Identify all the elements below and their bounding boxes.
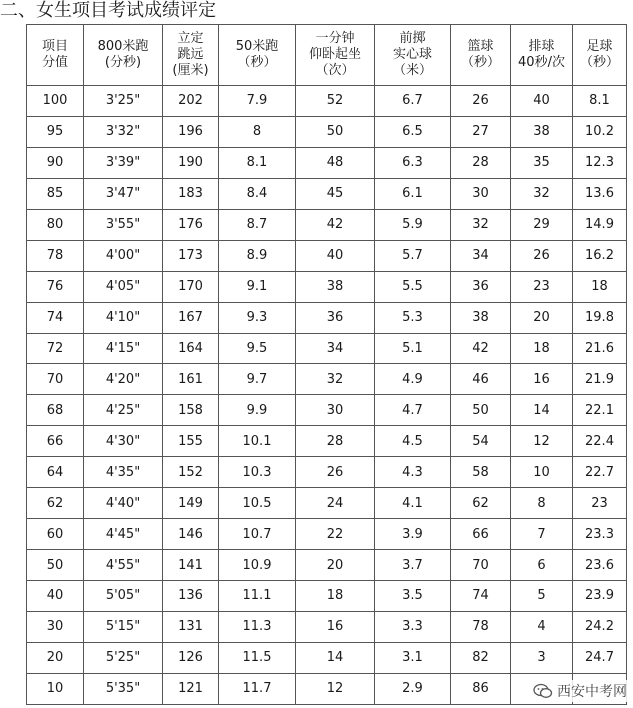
table-cell: 4.5 <box>375 426 451 457</box>
table-cell: 149 <box>163 488 219 519</box>
table-cell: 4'45" <box>84 519 163 550</box>
table-cell: 30 <box>27 611 84 642</box>
table-row <box>27 611 627 642</box>
table-cell: 10.7 <box>219 519 296 550</box>
table-cell: 4.3 <box>375 457 451 488</box>
table-cell: 8 <box>219 116 296 147</box>
table-cell: 16 <box>296 611 375 642</box>
table-cell: 76 <box>27 271 84 302</box>
table-cell: 146 <box>163 519 219 550</box>
table-row <box>27 395 627 426</box>
table-cell: 86 <box>451 673 511 704</box>
table-cell: 40 <box>511 86 573 117</box>
table-row <box>27 209 627 240</box>
table-cell: 155 <box>163 426 219 457</box>
table-cell: 3'25" <box>84 86 163 117</box>
table-cell: 35 <box>511 147 573 178</box>
table-cell: 24.2 <box>573 611 627 642</box>
table-cell: 5.3 <box>375 302 451 333</box>
table-cell: 13.6 <box>573 178 627 209</box>
table-cell: 21.6 <box>573 333 627 364</box>
table-cell: 3'39" <box>84 147 163 178</box>
table-row <box>27 271 627 302</box>
table-row <box>27 550 627 581</box>
table-cell: 8.7 <box>219 209 296 240</box>
column-header: 项目 分值 <box>27 25 84 86</box>
table-cell: 50 <box>451 395 511 426</box>
table-row <box>27 364 627 395</box>
table-cell: 78 <box>27 240 84 271</box>
table-cell: 34 <box>296 333 375 364</box>
table-cell: 22.1 <box>573 395 627 426</box>
table-cell: 18 <box>573 271 627 302</box>
table-row <box>27 147 627 178</box>
table-cell: 21.9 <box>573 364 627 395</box>
table-cell: 27 <box>451 116 511 147</box>
table-row <box>27 488 627 519</box>
table-cell: 10.5 <box>219 488 296 519</box>
table-cell: 72 <box>27 333 84 364</box>
table-cell: 4'10" <box>84 302 163 333</box>
table-cell: 19.8 <box>573 302 627 333</box>
table-row <box>27 333 627 364</box>
table-cell: 8.4 <box>219 178 296 209</box>
table-cell: 4'05" <box>84 271 163 302</box>
table-cell: 12.3 <box>573 147 627 178</box>
table-cell: 85 <box>27 178 84 209</box>
table-cell: 23.6 <box>573 550 627 581</box>
table-cell: 22.4 <box>573 426 627 457</box>
table-cell: 7 <box>511 519 573 550</box>
table-cell: 8.9 <box>219 240 296 271</box>
table-cell: 66 <box>27 426 84 457</box>
column-header: 篮球 （秒） <box>451 25 511 86</box>
table-cell: 7.9 <box>219 86 296 117</box>
table-cell: 30 <box>296 395 375 426</box>
table-cell: 5.5 <box>375 271 451 302</box>
table-cell: 9.3 <box>219 302 296 333</box>
table-body <box>27 86 627 705</box>
table-cell: 26 <box>296 457 375 488</box>
table-cell: 90 <box>27 147 84 178</box>
scores-table <box>26 24 627 705</box>
table-cell: 60 <box>27 519 84 550</box>
table-cell: 4'25" <box>84 395 163 426</box>
table-cell: 3.9 <box>375 519 451 550</box>
table-cell: 12 <box>511 426 573 457</box>
table-cell: 6.5 <box>375 116 451 147</box>
table-cell: 74 <box>27 302 84 333</box>
table-cell: 22 <box>296 519 375 550</box>
table-cell: 52 <box>296 86 375 117</box>
table-cell: 12 <box>296 673 375 704</box>
table-cell: 196 <box>163 116 219 147</box>
table-cell: 3'47" <box>84 178 163 209</box>
table-row <box>27 581 627 612</box>
table-cell: 3.7 <box>375 550 451 581</box>
table-cell: 28 <box>451 147 511 178</box>
table-cell: 3'55" <box>84 209 163 240</box>
table-cell: 34 <box>451 240 511 271</box>
header-row <box>27 25 627 86</box>
table-cell: 3.1 <box>375 642 451 673</box>
table-cell: 10.1 <box>219 426 296 457</box>
table-cell: 3.3 <box>375 611 451 642</box>
table-cell: 10 <box>27 673 84 704</box>
table-cell: 4'20" <box>84 364 163 395</box>
column-header: 800米跑 (分秒) <box>84 25 163 86</box>
table-cell: 4'00" <box>84 240 163 271</box>
table-cell: 68 <box>27 395 84 426</box>
table-cell: 46 <box>451 364 511 395</box>
table-cell: 131 <box>163 611 219 642</box>
table-cell: 45 <box>296 178 375 209</box>
table-cell: 5 <box>511 581 573 612</box>
table-cell: 40 <box>27 581 84 612</box>
table-cell: 167 <box>163 302 219 333</box>
table-cell: 36 <box>296 302 375 333</box>
table-cell: 42 <box>296 209 375 240</box>
table-cell: 62 <box>451 488 511 519</box>
table-cell: 40 <box>296 240 375 271</box>
table-cell: 5'25" <box>84 642 163 673</box>
table-cell: 4.9 <box>375 364 451 395</box>
table-cell: 158 <box>163 395 219 426</box>
table-row <box>27 457 627 488</box>
table-cell: 23 <box>573 488 627 519</box>
table-cell: 14 <box>296 642 375 673</box>
table-cell: 5.7 <box>375 240 451 271</box>
table-cell: 16 <box>511 364 573 395</box>
table-cell: 202 <box>163 86 219 117</box>
table-cell: 11.7 <box>219 673 296 704</box>
table-cell: 82 <box>451 642 511 673</box>
table-cell: 78 <box>451 611 511 642</box>
watermark-text: 西安中考网 <box>557 684 627 700</box>
table-cell: 3.5 <box>375 581 451 612</box>
table-cell: 6.3 <box>375 147 451 178</box>
table-cell: 8.1 <box>573 86 627 117</box>
table-cell: 8 <box>511 488 573 519</box>
table-cell: 42 <box>451 333 511 364</box>
table-cell: 4'30" <box>84 426 163 457</box>
page-title: 二、女生项目考试成绩评定 <box>0 0 216 21</box>
table-cell: 24 <box>296 488 375 519</box>
table-cell: 136 <box>163 581 219 612</box>
table-cell: 58 <box>451 457 511 488</box>
watermark <box>531 680 629 702</box>
table-cell: 121 <box>163 673 219 704</box>
table-row <box>27 302 627 333</box>
table-cell: 20 <box>296 550 375 581</box>
table-cell: 152 <box>163 457 219 488</box>
table-row <box>27 86 627 117</box>
table-cell: 95 <box>27 116 84 147</box>
table-cell: 5'15" <box>84 611 163 642</box>
table-cell: 6.1 <box>375 178 451 209</box>
table-cell: 18 <box>511 333 573 364</box>
table-row <box>27 519 627 550</box>
table-cell: 14 <box>511 395 573 426</box>
table-cell: 11.1 <box>219 581 296 612</box>
table-cell: 38 <box>296 271 375 302</box>
column-header: 排球 40秒/次 <box>511 25 573 86</box>
table-cell: 32 <box>511 178 573 209</box>
table-cell: 32 <box>296 364 375 395</box>
table-cell: 74 <box>451 581 511 612</box>
table-cell: 38 <box>451 302 511 333</box>
table-cell: 164 <box>163 333 219 364</box>
column-header: 50米跑 （秒） <box>219 25 296 86</box>
table-cell: 8.1 <box>219 147 296 178</box>
table-row <box>27 426 627 457</box>
table-cell: 16.2 <box>573 240 627 271</box>
table-cell: 66 <box>451 519 511 550</box>
table-cell: 170 <box>163 271 219 302</box>
table-cell: 6.7 <box>375 86 451 117</box>
table-cell: 6 <box>511 550 573 581</box>
table-cell: 5.9 <box>375 209 451 240</box>
table-cell: 62 <box>27 488 84 519</box>
column-header: 足球 （秒） <box>573 25 627 86</box>
table-cell: 18 <box>296 581 375 612</box>
table-cell: 3 <box>511 642 573 673</box>
table-row <box>27 178 627 209</box>
table-cell: 38 <box>511 116 573 147</box>
table-cell: 32 <box>451 209 511 240</box>
table-cell: 23.3 <box>573 519 627 550</box>
column-header: 立定 跳远 (厘米) <box>163 25 219 86</box>
table-cell: 4.1 <box>375 488 451 519</box>
table-cell: 161 <box>163 364 219 395</box>
table-cell: 14.9 <box>573 209 627 240</box>
table-cell: 24.7 <box>573 642 627 673</box>
table-cell: 183 <box>163 178 219 209</box>
table-cell: 4'40" <box>84 488 163 519</box>
table-row <box>27 240 627 271</box>
table-cell: 20 <box>27 642 84 673</box>
table-cell: 9.5 <box>219 333 296 364</box>
table-cell: 176 <box>163 209 219 240</box>
table-row <box>27 642 627 673</box>
table-cell: 11.3 <box>219 611 296 642</box>
table-cell: 4'55" <box>84 550 163 581</box>
table-cell: 4 <box>511 611 573 642</box>
table-cell: 10.2 <box>573 116 627 147</box>
table-cell: 70 <box>27 364 84 395</box>
wechat-icon <box>533 683 553 699</box>
table-cell: 10.3 <box>219 457 296 488</box>
table-cell: 48 <box>296 147 375 178</box>
table-cell: 11.5 <box>219 642 296 673</box>
table-cell: 4'15" <box>84 333 163 364</box>
table-cell: 70 <box>451 550 511 581</box>
table-cell: 9.9 <box>219 395 296 426</box>
table-cell: 5.1 <box>375 333 451 364</box>
table-cell: 10 <box>511 457 573 488</box>
table-cell: 9.7 <box>219 364 296 395</box>
table-cell: 10.9 <box>219 550 296 581</box>
table-cell: 26 <box>511 240 573 271</box>
table-cell: 30 <box>451 178 511 209</box>
table-cell: 141 <box>163 550 219 581</box>
table-cell: 5'05" <box>84 581 163 612</box>
table-cell: 29 <box>511 209 573 240</box>
table-cell: 50 <box>27 550 84 581</box>
column-header: 前掷 实心球 （米） <box>375 25 451 86</box>
table-cell: 80 <box>27 209 84 240</box>
table-cell: 28 <box>296 426 375 457</box>
table-cell: 23 <box>511 271 573 302</box>
table-cell: 173 <box>163 240 219 271</box>
table-cell: 100 <box>27 86 84 117</box>
table-cell: 36 <box>451 271 511 302</box>
table-cell: 4.7 <box>375 395 451 426</box>
table-cell: 4'35" <box>84 457 163 488</box>
column-header: 一分钟 仰卧起坐 （次） <box>296 25 375 86</box>
table-cell: 2.9 <box>375 673 451 704</box>
table-cell: 9.1 <box>219 271 296 302</box>
table-cell: 50 <box>296 116 375 147</box>
table-cell: 26 <box>451 86 511 117</box>
table-cell: 126 <box>163 642 219 673</box>
table-cell: 20 <box>511 302 573 333</box>
table-cell: 3'32" <box>84 116 163 147</box>
table-cell: 23.9 <box>573 581 627 612</box>
table-cell: 64 <box>27 457 84 488</box>
table-cell: 190 <box>163 147 219 178</box>
table-cell: 22.7 <box>573 457 627 488</box>
table-row <box>27 116 627 147</box>
table-cell: 54 <box>451 426 511 457</box>
table-cell: 5'35" <box>84 673 163 704</box>
